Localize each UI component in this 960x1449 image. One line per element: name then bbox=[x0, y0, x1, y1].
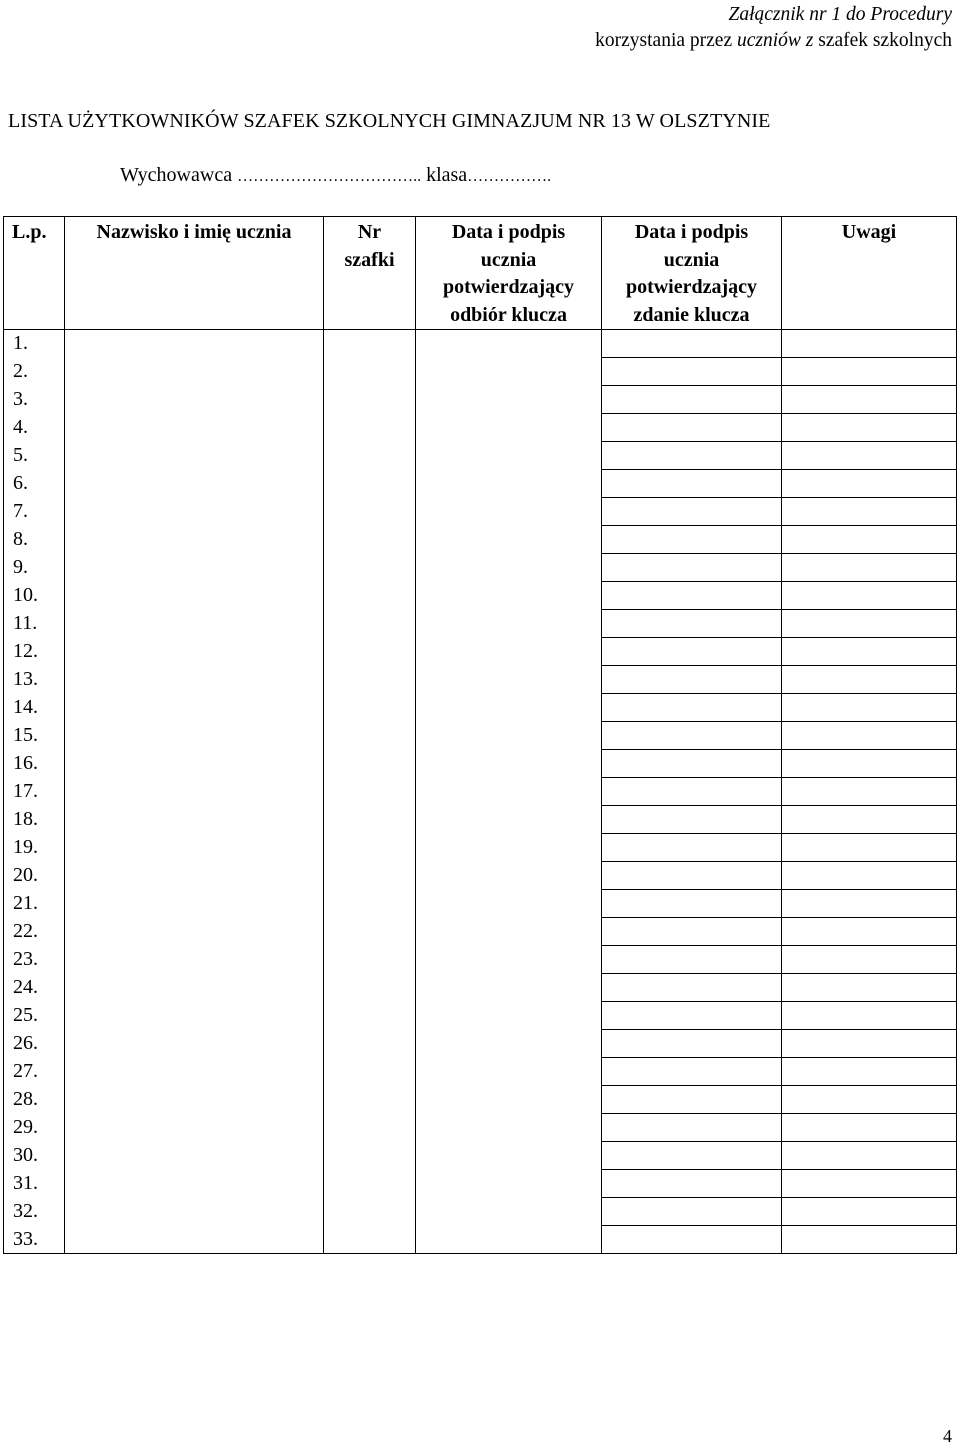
row-number: 12. bbox=[4, 638, 65, 666]
notes-cell bbox=[782, 610, 957, 638]
class-label: klasa bbox=[426, 164, 468, 186]
locker-number-cell bbox=[324, 1226, 416, 1254]
locker-number-cell bbox=[324, 750, 416, 778]
student-name-cell bbox=[65, 638, 324, 666]
row-number: 28. bbox=[4, 1086, 65, 1114]
key-return-cell bbox=[602, 722, 782, 750]
student-name-cell bbox=[65, 442, 324, 470]
key-return-cell bbox=[602, 918, 782, 946]
notes-cell bbox=[782, 806, 957, 834]
notes-cell bbox=[782, 974, 957, 1002]
key-receipt-cell bbox=[416, 582, 602, 610]
header-return-line-3: potwierdzający bbox=[625, 276, 758, 298]
table-row bbox=[4, 470, 957, 498]
annex-line-2a: korzystania przez bbox=[595, 30, 737, 51]
notes-cell bbox=[782, 890, 957, 918]
student-name-cell bbox=[65, 946, 324, 974]
row-number: 29. bbox=[4, 1114, 65, 1142]
row-number: 11. bbox=[4, 610, 65, 638]
locker-number-cell bbox=[324, 386, 416, 414]
student-name-cell bbox=[65, 470, 324, 498]
table-row bbox=[4, 554, 957, 582]
key-return-cell bbox=[602, 610, 782, 638]
key-return-cell bbox=[602, 554, 782, 582]
key-return-cell bbox=[602, 638, 782, 666]
student-name-cell bbox=[65, 918, 324, 946]
key-return-cell bbox=[602, 890, 782, 918]
table-row bbox=[4, 1030, 957, 1058]
row-number: 24. bbox=[4, 974, 65, 1002]
student-name-cell bbox=[65, 890, 324, 918]
table-row bbox=[4, 330, 957, 358]
locker-number-cell bbox=[324, 526, 416, 554]
row-number: 7. bbox=[4, 498, 65, 526]
locker-number-cell bbox=[324, 1058, 416, 1086]
table-row bbox=[4, 1002, 957, 1030]
row-number: 17. bbox=[4, 778, 65, 806]
key-receipt-cell bbox=[416, 918, 602, 946]
key-return-cell bbox=[602, 834, 782, 862]
student-name-cell bbox=[65, 414, 324, 442]
key-receipt-cell bbox=[416, 330, 602, 358]
notes-cell bbox=[782, 330, 957, 358]
student-name-cell bbox=[65, 1170, 324, 1198]
student-name-cell bbox=[65, 974, 324, 1002]
table-row bbox=[4, 582, 957, 610]
locker-number-cell bbox=[324, 610, 416, 638]
header-receipt-line-1: Data i podpis bbox=[451, 221, 566, 243]
student-name-cell bbox=[65, 498, 324, 526]
key-return-cell bbox=[602, 414, 782, 442]
key-return-cell bbox=[602, 442, 782, 470]
notes-cell bbox=[782, 1142, 957, 1170]
page-number: 4 bbox=[943, 1426, 952, 1446]
student-name-cell bbox=[65, 806, 324, 834]
notes-cell bbox=[782, 358, 957, 386]
key-return-cell bbox=[602, 694, 782, 722]
teacher-field: …………………………….. bbox=[237, 168, 422, 185]
row-number: 33. bbox=[4, 1226, 65, 1254]
header-student-name: Nazwisko i imię ucznia bbox=[65, 217, 324, 330]
table-row bbox=[4, 1198, 957, 1226]
notes-cell bbox=[782, 1002, 957, 1030]
class-field: ……………. bbox=[467, 168, 552, 185]
student-name-cell bbox=[65, 1198, 324, 1226]
notes-cell bbox=[782, 470, 957, 498]
table-row bbox=[4, 1058, 957, 1086]
notes-cell bbox=[782, 666, 957, 694]
row-number: 16. bbox=[4, 750, 65, 778]
notes-cell bbox=[782, 1086, 957, 1114]
notes-cell bbox=[782, 554, 957, 582]
table-row bbox=[4, 1086, 957, 1114]
locker-number-cell bbox=[324, 890, 416, 918]
document-title: LISTA UŻYTKOWNIKÓW SZAFEK SZKOLNYCH GIMNAZJUM NR 13 W OLSZTYNIE bbox=[8, 110, 771, 132]
locker-number-cell bbox=[324, 554, 416, 582]
key-receipt-cell bbox=[416, 1114, 602, 1142]
key-return-cell bbox=[602, 386, 782, 414]
key-return-cell bbox=[602, 1226, 782, 1254]
key-return-cell bbox=[602, 1002, 782, 1030]
table-body bbox=[4, 330, 957, 1254]
locker-number-cell bbox=[324, 778, 416, 806]
row-number: 1. bbox=[4, 330, 65, 358]
key-return-cell bbox=[602, 1198, 782, 1226]
key-return-cell bbox=[602, 750, 782, 778]
locker-number-cell bbox=[324, 1198, 416, 1226]
key-receipt-cell bbox=[416, 862, 602, 890]
locker-number-cell bbox=[324, 470, 416, 498]
locker-number-cell bbox=[324, 806, 416, 834]
key-return-cell bbox=[602, 974, 782, 1002]
notes-cell bbox=[782, 946, 957, 974]
key-return-cell bbox=[602, 862, 782, 890]
row-number: 26. bbox=[4, 1030, 65, 1058]
locker-number-cell bbox=[324, 722, 416, 750]
student-name-cell bbox=[65, 610, 324, 638]
student-name-cell bbox=[65, 834, 324, 862]
row-number: 13. bbox=[4, 666, 65, 694]
table-row bbox=[4, 722, 957, 750]
key-receipt-cell bbox=[416, 1030, 602, 1058]
key-receipt-cell bbox=[416, 638, 602, 666]
locker-number-cell bbox=[324, 1030, 416, 1058]
key-receipt-cell bbox=[416, 1226, 602, 1254]
row-number: 15. bbox=[4, 722, 65, 750]
notes-cell bbox=[782, 1030, 957, 1058]
student-name-cell bbox=[65, 862, 324, 890]
header-receipt-line-3: potwierdzający bbox=[442, 276, 575, 298]
key-receipt-cell bbox=[416, 1086, 602, 1114]
key-receipt-cell bbox=[416, 1198, 602, 1226]
table-row bbox=[4, 414, 957, 442]
key-receipt-cell bbox=[416, 1170, 602, 1198]
header-return-line-2: ucznia bbox=[663, 248, 720, 271]
key-return-cell bbox=[602, 806, 782, 834]
table-row bbox=[4, 918, 957, 946]
locker-number-cell bbox=[324, 414, 416, 442]
key-return-cell bbox=[602, 330, 782, 358]
table-row bbox=[4, 526, 957, 554]
table-row bbox=[4, 806, 957, 834]
table-row bbox=[4, 1170, 957, 1198]
notes-cell bbox=[782, 414, 957, 442]
locker-number-cell bbox=[324, 1002, 416, 1030]
key-receipt-cell bbox=[416, 694, 602, 722]
notes-cell bbox=[782, 526, 957, 554]
key-receipt-cell bbox=[416, 666, 602, 694]
table-row bbox=[4, 610, 957, 638]
row-number: 3. bbox=[4, 386, 65, 414]
row-number: 14. bbox=[4, 694, 65, 722]
key-receipt-cell bbox=[416, 806, 602, 834]
notes-cell bbox=[782, 834, 957, 862]
key-return-cell bbox=[602, 778, 782, 806]
table-row bbox=[4, 1226, 957, 1254]
notes-cell bbox=[782, 498, 957, 526]
locker-number-cell bbox=[324, 694, 416, 722]
table-row bbox=[4, 750, 957, 778]
student-name-cell bbox=[65, 358, 324, 386]
key-receipt-cell bbox=[416, 414, 602, 442]
header-notes: Uwagi bbox=[782, 217, 957, 330]
key-receipt-cell bbox=[416, 442, 602, 470]
student-name-cell bbox=[65, 1030, 324, 1058]
header-key-return bbox=[602, 217, 782, 330]
table-row bbox=[4, 974, 957, 1002]
student-name-cell bbox=[65, 386, 324, 414]
key-return-cell bbox=[602, 470, 782, 498]
locker-number-cell bbox=[324, 330, 416, 358]
row-number: 10. bbox=[4, 582, 65, 610]
header-receipt-line-4: odbiór klucza bbox=[450, 303, 567, 326]
table-row bbox=[4, 358, 957, 386]
table-row bbox=[4, 862, 957, 890]
header-receipt-line-2: ucznia bbox=[480, 248, 537, 271]
key-receipt-cell bbox=[416, 750, 602, 778]
locker-number-cell bbox=[324, 946, 416, 974]
key-receipt-cell bbox=[416, 974, 602, 1002]
key-return-cell bbox=[602, 946, 782, 974]
header-return-line-1: Data i podpis bbox=[634, 221, 749, 243]
header-lp: L.p. bbox=[4, 217, 65, 330]
notes-cell bbox=[782, 778, 957, 806]
row-number: 21. bbox=[4, 890, 65, 918]
locker-number-cell bbox=[324, 582, 416, 610]
key-receipt-cell bbox=[416, 470, 602, 498]
key-receipt-cell bbox=[416, 554, 602, 582]
student-name-cell bbox=[65, 750, 324, 778]
row-number: 31. bbox=[4, 1170, 65, 1198]
student-name-cell bbox=[65, 666, 324, 694]
key-return-cell bbox=[602, 1170, 782, 1198]
student-name-cell bbox=[65, 1142, 324, 1170]
locker-number-cell bbox=[324, 1142, 416, 1170]
locker-number-cell bbox=[324, 638, 416, 666]
key-receipt-cell bbox=[416, 1142, 602, 1170]
key-receipt-cell bbox=[416, 834, 602, 862]
locker-number-cell bbox=[324, 974, 416, 1002]
key-return-cell bbox=[602, 666, 782, 694]
row-number: 32. bbox=[4, 1198, 65, 1226]
row-number: 4. bbox=[4, 414, 65, 442]
student-name-cell bbox=[65, 526, 324, 554]
key-return-cell bbox=[602, 1142, 782, 1170]
locker-number-cell bbox=[324, 498, 416, 526]
student-name-cell bbox=[65, 1086, 324, 1114]
student-name-cell bbox=[65, 1226, 324, 1254]
locker-number-cell bbox=[324, 442, 416, 470]
student-name-cell bbox=[65, 694, 324, 722]
student-name-cell bbox=[65, 1002, 324, 1030]
locker-number-cell bbox=[324, 358, 416, 386]
key-receipt-cell bbox=[416, 526, 602, 554]
locker-number-cell bbox=[324, 1086, 416, 1114]
notes-cell bbox=[782, 582, 957, 610]
notes-cell bbox=[782, 750, 957, 778]
locker-number-cell bbox=[324, 834, 416, 862]
notes-cell bbox=[782, 1226, 957, 1254]
key-receipt-cell bbox=[416, 1058, 602, 1086]
key-return-cell bbox=[602, 1030, 782, 1058]
locker-number-cell bbox=[324, 1114, 416, 1142]
table-row bbox=[4, 638, 957, 666]
table-row bbox=[4, 834, 957, 862]
row-number: 22. bbox=[4, 918, 65, 946]
key-return-cell bbox=[602, 498, 782, 526]
row-number: 19. bbox=[4, 834, 65, 862]
row-number: 18. bbox=[4, 806, 65, 834]
annex-line-2c: szafek szkolnych bbox=[813, 30, 952, 51]
student-name-cell bbox=[65, 554, 324, 582]
key-receipt-cell bbox=[416, 610, 602, 638]
annex-line-2b: uczniów z bbox=[736, 30, 814, 51]
key-return-cell bbox=[602, 358, 782, 386]
key-return-cell bbox=[602, 1114, 782, 1142]
row-number: 9. bbox=[4, 554, 65, 582]
header-locker-number bbox=[324, 217, 416, 330]
table-row bbox=[4, 666, 957, 694]
notes-cell bbox=[782, 722, 957, 750]
table-row bbox=[4, 890, 957, 918]
key-receipt-cell bbox=[416, 890, 602, 918]
notes-cell bbox=[782, 386, 957, 414]
row-number: 8. bbox=[4, 526, 65, 554]
locker-number-cell bbox=[324, 1170, 416, 1198]
table-row bbox=[4, 946, 957, 974]
row-number: 27. bbox=[4, 1058, 65, 1086]
row-number: 5. bbox=[4, 442, 65, 470]
table-row bbox=[4, 1142, 957, 1170]
notes-cell bbox=[782, 1114, 957, 1142]
class-info-line bbox=[120, 164, 551, 187]
table-row bbox=[4, 498, 957, 526]
row-number: 2. bbox=[4, 358, 65, 386]
header-key-receipt bbox=[416, 217, 602, 330]
table-row bbox=[4, 442, 957, 470]
notes-cell bbox=[782, 1170, 957, 1198]
table-row bbox=[4, 1114, 957, 1142]
annex-note bbox=[595, 2, 952, 54]
table-row bbox=[4, 386, 957, 414]
key-receipt-cell bbox=[416, 946, 602, 974]
student-name-cell bbox=[65, 722, 324, 750]
table-row bbox=[4, 694, 957, 722]
annex-line-2 bbox=[595, 28, 952, 54]
row-number: 30. bbox=[4, 1142, 65, 1170]
key-receipt-cell bbox=[416, 1002, 602, 1030]
row-number: 6. bbox=[4, 470, 65, 498]
notes-cell bbox=[782, 1058, 957, 1086]
notes-cell bbox=[782, 862, 957, 890]
key-receipt-cell bbox=[416, 386, 602, 414]
row-number: 20. bbox=[4, 862, 65, 890]
key-return-cell bbox=[602, 1058, 782, 1086]
key-return-cell bbox=[602, 526, 782, 554]
student-name-cell bbox=[65, 778, 324, 806]
student-name-cell bbox=[65, 1058, 324, 1086]
key-receipt-cell bbox=[416, 498, 602, 526]
header-return-line-4: zdanie klucza bbox=[633, 303, 750, 326]
student-name-cell bbox=[65, 582, 324, 610]
locker-number-cell bbox=[324, 918, 416, 946]
locker-number-cell bbox=[324, 862, 416, 890]
key-receipt-cell bbox=[416, 722, 602, 750]
notes-cell bbox=[782, 694, 957, 722]
teacher-label: Wychowawca bbox=[120, 164, 233, 186]
row-number: 25. bbox=[4, 1002, 65, 1030]
header-locker-line-2: szafki bbox=[344, 248, 395, 271]
table-row bbox=[4, 778, 957, 806]
table-header-row bbox=[4, 217, 957, 330]
annex-line-1: Załącznik nr 1 do Procedury bbox=[728, 4, 952, 25]
locker-number-cell bbox=[324, 666, 416, 694]
notes-cell bbox=[782, 918, 957, 946]
key-receipt-cell bbox=[416, 358, 602, 386]
row-number: 23. bbox=[4, 946, 65, 974]
notes-cell bbox=[782, 442, 957, 470]
key-return-cell bbox=[602, 1086, 782, 1114]
key-receipt-cell bbox=[416, 778, 602, 806]
notes-cell bbox=[782, 638, 957, 666]
key-return-cell bbox=[602, 582, 782, 610]
student-name-cell bbox=[65, 1114, 324, 1142]
notes-cell bbox=[782, 1198, 957, 1226]
student-name-cell bbox=[65, 330, 324, 358]
locker-users-table bbox=[3, 216, 957, 1254]
header-locker-line-1: Nr bbox=[357, 221, 382, 243]
